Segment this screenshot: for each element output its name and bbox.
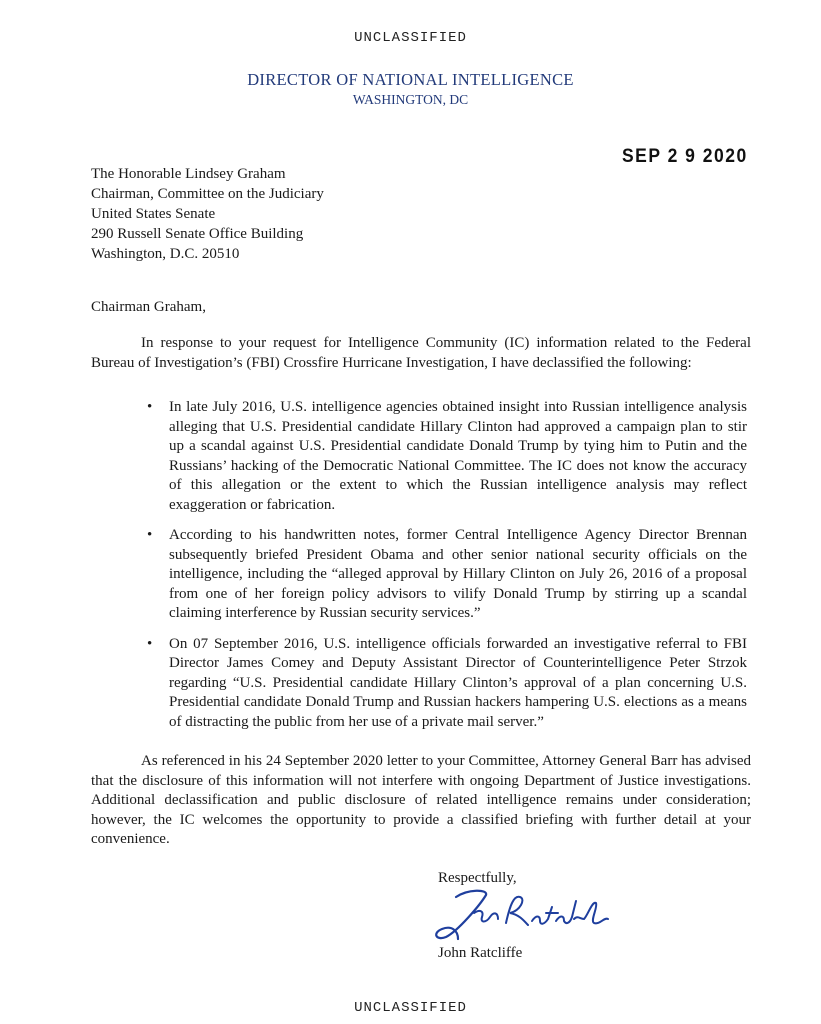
signoff: Respectfully, bbox=[438, 870, 517, 886]
closing-paragraph: As referenced in his 24 September 2020 letter to your Committee, Attorney General Barr has advised that the disclosure of this information will not interfere with ongoing Department of Justice investigations. Additional declassification and public disclosure of related intelligence remains under consideration; however, the IC welcomes the opportunity to provide a classified briefing with further detail at your convenience. bbox=[91, 753, 751, 847]
signer-name: John Ratcliffe bbox=[438, 945, 523, 961]
handwritten-signature bbox=[428, 885, 618, 945]
intro-paragraph: In response to your request for Intelligence Community (IC) information related to the Federal Bureau of Investigation’s (FBI) Crossfire Hurricane Investigation, I have declassified the following: bbox=[91, 335, 751, 371]
header-classification: UNCLASSIFIED bbox=[354, 30, 467, 46]
footer-classification: UNCLASSIFIED bbox=[354, 1000, 467, 1016]
list-item: • In late July 2016, U.S. intelligence agencies obtained insight into Russian intelligence analysis alleging that U.S. Presidential candidate Hillary Clinton had approved a campaign plan to stir up a scandal against U.S. Presidential candidate Donald Trump by tying him to Putin and the Russians’ hacking of the Democratic National Committee. The IC does not know the accuracy of this allegation or the extent to which the Russian intelligence analysis may reflect exaggeration or fabrication. bbox=[147, 398, 747, 515]
list-item: • According to his handwritten notes, former Central Intelligence Agency Director Brennan subsequently briefed President Obama and other senior national security officials on the intelligence, including the “alleged approval by Hillary Clinton on July 26, 2016 of a proposal from one of her foreign policy advisors to vilify Donald Trump by stirring up a scandal claiming interference by Russian security services.” bbox=[147, 526, 747, 624]
recipient-line: 290 Russell Senate Office Building bbox=[91, 226, 304, 242]
recipient-line: Chairman, Committee on the Judiciary bbox=[91, 186, 324, 202]
recipient-address bbox=[91, 164, 324, 264]
list-item: • On 07 September 2016, U.S. intelligence officials forwarded an investigative referral to FBI Director James Comey and Deputy Assistant Director of Counterintelligence Peter Strzok regarding “U.S. Presidential candidate Hillary Clinton’s approval of a plan concerning U.S. Presidential candidate Donald Trump and Russian hackers hampering U.S. elections as a means of distracting the public from her use of a private mail server.” bbox=[147, 635, 747, 733]
letter-date: SEP 2 9 2020 bbox=[622, 144, 748, 167]
findings-list bbox=[147, 398, 747, 743]
recipient-line: Washington, D.C. 20510 bbox=[91, 246, 240, 262]
recipient-line: The Honorable Lindsey Graham bbox=[91, 166, 286, 182]
salutation: Chairman Graham, bbox=[91, 299, 206, 315]
letterhead-agency: DIRECTOR OF NATIONAL INTELLIGENCE bbox=[247, 70, 574, 89]
letterhead-location: WASHINGTON, DC bbox=[352, 92, 469, 107]
recipient-line: United States Senate bbox=[91, 206, 216, 222]
